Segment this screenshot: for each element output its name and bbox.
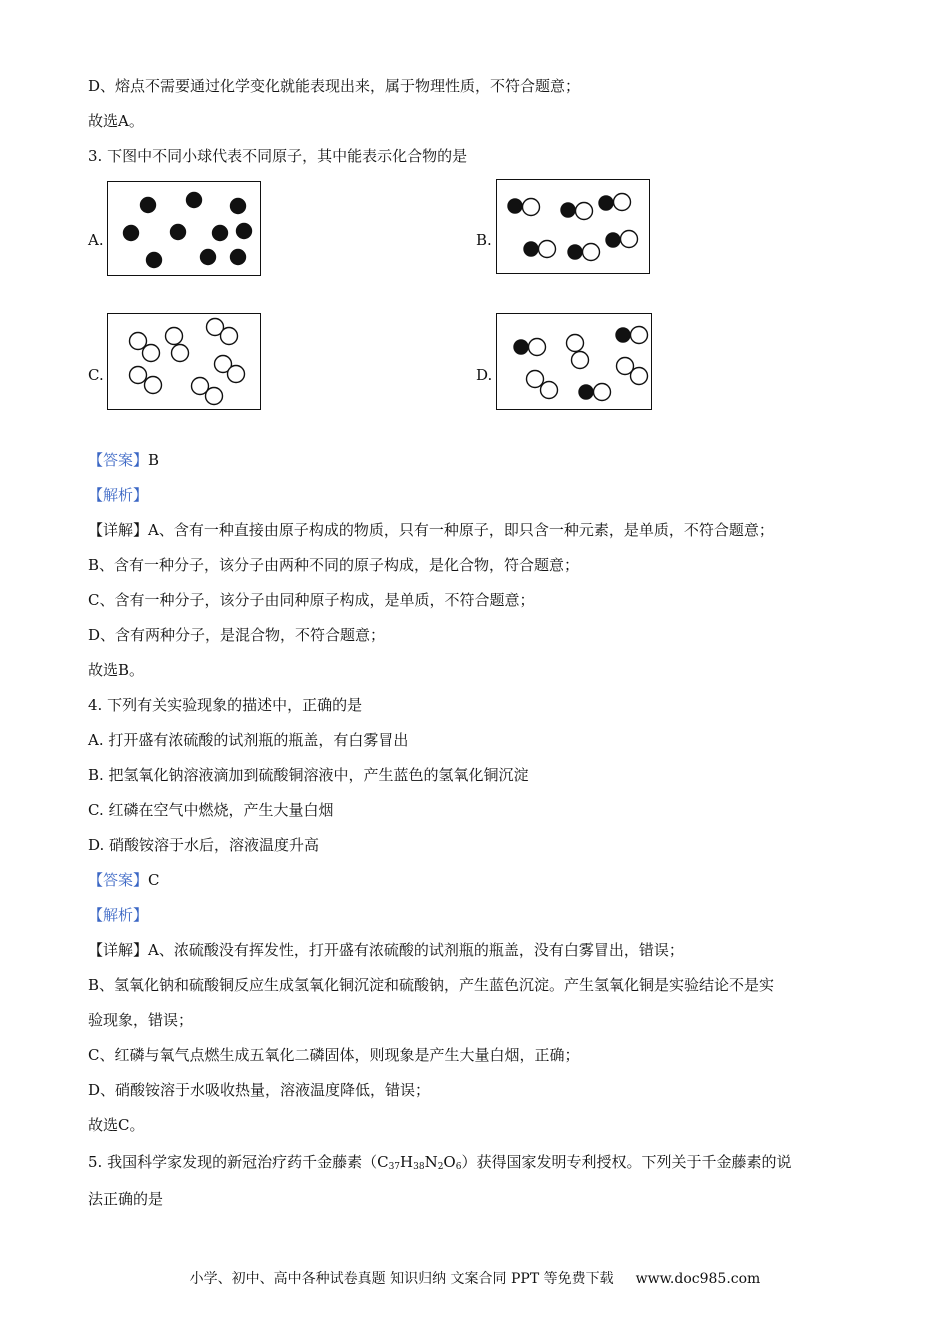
answer-tag: 【答案】 [88, 451, 149, 469]
text-line: C、含有一种分子，该分子由同种原子构成，是单质，不符合题意； [88, 591, 535, 609]
q5-text: ）获得国家发明专利授权。下列关于千金藤素的说 [461, 1153, 792, 1171]
atom-white [621, 231, 638, 248]
atom-black [524, 242, 538, 256]
text-line: 故选A。 [88, 112, 144, 130]
detail-text: A、浓硫酸没有挥发性，打开盛有浓硫酸的试剂瓶的瓶盖，没有白雾冒出，错误； [148, 941, 684, 959]
page-footer [0, 1268, 950, 1290]
atom-white [527, 371, 544, 388]
atom-white [567, 335, 584, 352]
detail-text: A、含有一种直接由原子构成的物质，只有一种原子，即只含一种元素，是单质，不符合题意； [148, 521, 774, 539]
answer-value: C [148, 871, 160, 889]
text-line: D、熔点不需要通过化学变化就能表现出来，属于物理性质，不符合题意； [88, 77, 581, 95]
option-line: B. 把氢氧化钠溶液滴加到硫酸铜溶液中，产生蓝色的氢氧化铜沉淀 [88, 766, 529, 784]
atom-white [583, 244, 600, 261]
text-line: B、含有一种分子，该分子由两种不同的原子构成，是化合物，符合题意； [88, 556, 580, 574]
atom-black [231, 250, 246, 265]
option-a-diagram [108, 182, 259, 274]
atom-white [130, 367, 147, 384]
atom-black [213, 226, 228, 241]
formula-element: N [424, 1153, 438, 1171]
formula-sub: 38 [413, 1162, 425, 1172]
atom-white [539, 241, 556, 258]
footer-text: 小学、初中、高中各种试卷真题 知识归纳 文案合同 PPT 等免费下载 [189, 1271, 614, 1287]
atom-black [568, 245, 582, 259]
atom-black [124, 226, 139, 241]
option-d-diagram [497, 314, 650, 408]
text-line: 法正确的是 [88, 1190, 164, 1208]
atom-black [561, 203, 575, 217]
atom-white [529, 339, 546, 356]
option-a-box [107, 181, 261, 276]
text-line: D、硝酸铵溶于水吸收热量，溶液温度降低，错误； [88, 1081, 431, 1099]
answer-line [88, 869, 160, 891]
question-3: 3. 下图中不同小球代表不同原子，其中能表示化合物的是 [88, 147, 468, 165]
atom-white [594, 384, 611, 401]
option-line: D. 硝酸铵溶于水后，溶液温度升高 [88, 836, 320, 854]
formula-sub: 6 [455, 1162, 462, 1172]
option-b-diagram [497, 180, 648, 272]
option-line: A. 打开盛有浓硫酸的试剂瓶的瓶盖，有白雾冒出 [88, 731, 409, 749]
atom-white [228, 366, 245, 383]
detail-tag: 【详解】 [88, 941, 149, 959]
text-line: C、红磷与氧气点燃生成五氧化二磷固体，则现象是产生大量白烟，正确； [88, 1046, 580, 1064]
option-b-box [496, 179, 650, 274]
atom-black [187, 193, 202, 208]
atom-white [166, 328, 183, 345]
atom-black [201, 250, 216, 265]
option-line: C. 红磷在空气中燃烧，产生大量白烟 [88, 801, 334, 819]
text-line: B、氢氧化钠和硫酸铜反应生成氢氧化铜沉淀和硫酸钠，产生蓝色沉淀。产生氢氧化铜是实验结论不是实 [88, 976, 775, 994]
atom-black [616, 328, 630, 342]
answer-value: B [148, 451, 160, 469]
option-b-label: B. [476, 231, 492, 249]
formula-element: H [400, 1153, 414, 1171]
option-d-label: D. [476, 366, 493, 384]
atom-black [147, 253, 162, 268]
atom-black [141, 198, 156, 213]
answer-line [88, 449, 159, 471]
option-c-box [107, 313, 261, 410]
atom-white [221, 328, 238, 345]
question-5 [88, 1151, 791, 1178]
atom-black [599, 196, 613, 210]
analysis-tag: 【解析】 [88, 486, 149, 504]
atom-black [171, 225, 186, 240]
atom-white [523, 199, 540, 216]
atom-black [231, 199, 246, 214]
option-c-diagram [108, 314, 259, 408]
analysis-tag: 【解析】 [88, 906, 149, 924]
atom-black [606, 233, 620, 247]
option-a-label: A. [88, 231, 104, 249]
formula-sub: 37 [388, 1162, 401, 1172]
atom-black [514, 340, 528, 354]
text-line: D、含有两种分子，是混合物，不符合题意； [88, 626, 386, 644]
detail-line [88, 519, 774, 541]
atom-white [172, 345, 189, 362]
q5-text: 5. 我国科学家发现的新冠治疗药千金藤素（C [88, 1153, 389, 1171]
atom-white [572, 352, 589, 369]
atom-white [614, 194, 631, 211]
footer-url[interactable]: www.doc985.com [635, 1271, 761, 1287]
atom-white [143, 345, 160, 362]
atom-white [206, 388, 223, 405]
question-4: 4. 下列有关实验现象的描述中，正确的是 [88, 696, 363, 714]
formula-element: O [443, 1153, 456, 1171]
text-line: 验现象，错误； [88, 1011, 194, 1029]
text-line: 故选B。 [88, 661, 145, 679]
atom-black [579, 385, 593, 399]
atom-white [541, 382, 558, 399]
atom-white [631, 327, 648, 344]
atom-white [631, 368, 648, 385]
option-c-label: C. [88, 366, 104, 384]
atom-white [576, 203, 593, 220]
detail-tag: 【详解】 [88, 521, 149, 539]
formula-sub: 2 [437, 1162, 444, 1172]
atom-black [237, 224, 252, 239]
atom-white [145, 377, 162, 394]
option-d-box [496, 313, 652, 410]
answer-tag: 【答案】 [88, 871, 149, 889]
atom-black [508, 199, 522, 213]
text-line: 故选C。 [88, 1116, 145, 1134]
atom-white [130, 333, 147, 350]
detail-line [88, 939, 684, 961]
